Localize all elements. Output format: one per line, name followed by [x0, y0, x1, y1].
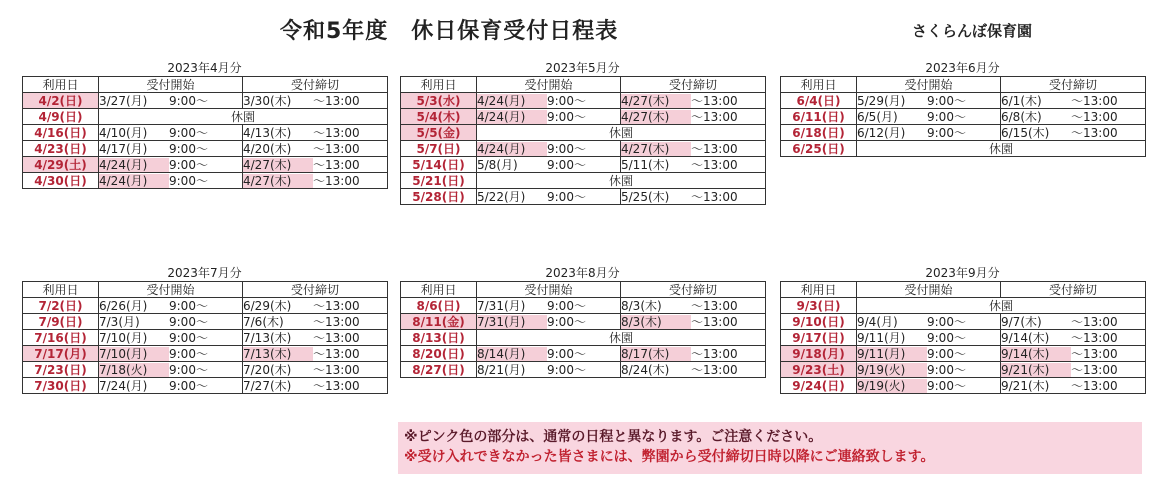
close-cell	[621, 189, 766, 205]
open-date: 7/24(月)	[99, 378, 148, 393]
block-caption: 2023年4月分	[167, 61, 242, 75]
open-date: 5/8(月)	[477, 157, 518, 172]
open-date: 8/21(月)	[477, 362, 526, 377]
open-time: 9:00〜	[547, 109, 586, 124]
use-date: 4/16(日)	[23, 125, 99, 141]
schedule-table	[22, 76, 388, 189]
close-cell	[1001, 314, 1146, 330]
close-cell	[1001, 346, 1146, 362]
close-time: 〜13:00	[1071, 346, 1118, 361]
closed-label: 休園	[857, 298, 1146, 314]
close-date: 4/27(木)	[621, 94, 691, 108]
schedule-table	[780, 281, 1146, 394]
close-cell	[243, 173, 388, 189]
open-cell	[477, 346, 621, 362]
close-cell	[1001, 125, 1146, 141]
close-date: 4/27(木)	[243, 158, 313, 172]
table-row	[401, 125, 766, 141]
open-cell	[857, 330, 1001, 346]
table-row	[23, 346, 388, 362]
close-cell	[243, 93, 388, 109]
open-date: 6/26(月)	[99, 298, 148, 313]
open-cell	[857, 314, 1001, 330]
open-date: 7/18(火)	[99, 363, 169, 377]
open-time: 9:00〜	[547, 141, 586, 156]
page-title: 令和5年度 休日保育受付日程表	[280, 19, 619, 44]
table-row	[23, 362, 388, 378]
close-cell	[243, 330, 388, 346]
open-cell	[477, 362, 621, 378]
close-time: 〜13:00	[691, 346, 738, 361]
close-time: 〜13:00	[1071, 378, 1118, 393]
open-time: 9:00〜	[927, 330, 966, 345]
table-row	[401, 314, 766, 330]
open-date: 9/19(火)	[857, 363, 927, 377]
close-date: 5/25(木)	[621, 189, 670, 204]
use-date: 6/4(日)	[781, 93, 857, 109]
use-date: 5/3(水)	[401, 93, 477, 109]
use-date: 7/23(日)	[23, 362, 99, 378]
open-cell	[477, 109, 621, 125]
close-date: 4/27(木)	[621, 142, 691, 156]
schedule-table	[22, 281, 388, 394]
open-cell	[99, 298, 243, 314]
header-close: 受付締切	[1001, 77, 1146, 93]
table-row	[23, 330, 388, 346]
close-cell	[243, 314, 388, 330]
table-row	[781, 362, 1146, 378]
table-row	[23, 109, 388, 125]
close-date: 9/7(木)	[1001, 314, 1042, 329]
schedule-table	[400, 281, 766, 378]
open-cell	[99, 93, 243, 109]
use-date: 8/27(日)	[401, 362, 477, 378]
table-row	[23, 157, 388, 173]
open-cell	[477, 189, 621, 205]
header-date: 利用日	[781, 282, 857, 298]
open-time: 9:00〜	[927, 314, 966, 329]
use-date: 7/30(日)	[23, 378, 99, 394]
open-time: 9:00〜	[169, 298, 208, 313]
header-date: 利用日	[23, 282, 99, 298]
open-date: 4/24(月)	[477, 94, 547, 108]
use-date: 8/13(日)	[401, 330, 477, 346]
use-date: 5/21(日)	[401, 173, 477, 189]
schedule-block-july	[22, 265, 387, 394]
close-cell	[243, 157, 388, 173]
close-date: 3/30(木)	[243, 93, 292, 108]
use-date: 5/14(日)	[401, 157, 477, 173]
open-time: 9:00〜	[169, 125, 208, 140]
open-time: 9:00〜	[927, 362, 966, 377]
header-date: 利用日	[401, 77, 477, 93]
close-date: 7/13(木)	[243, 347, 313, 361]
table-row	[23, 378, 388, 394]
header-open: 受付開始	[477, 77, 621, 93]
open-cell	[99, 157, 243, 173]
close-time: 〜13:00	[313, 330, 360, 345]
header-open: 受付開始	[857, 282, 1001, 298]
close-cell	[243, 298, 388, 314]
open-time: 9:00〜	[169, 346, 208, 361]
use-date: 9/17(日)	[781, 330, 857, 346]
close-cell	[243, 346, 388, 362]
open-time: 9:00〜	[169, 378, 208, 393]
note-contact: ※受け入れできなかった皆さまには、弊園から受付締切日時以降にご連絡致します。	[404, 449, 935, 465]
close-cell	[621, 362, 766, 378]
close-time: 〜13:00	[691, 189, 738, 204]
table-row	[401, 141, 766, 157]
close-date: 9/21(木)	[1001, 378, 1050, 393]
open-cell	[857, 93, 1001, 109]
schedule-block-september	[780, 265, 1145, 394]
use-date: 6/11(日)	[781, 109, 857, 125]
close-time: 〜13:00	[691, 362, 738, 377]
close-cell	[243, 362, 388, 378]
close-cell	[621, 298, 766, 314]
close-time: 〜13:00	[691, 157, 738, 172]
use-date: 4/23(日)	[23, 141, 99, 157]
close-cell	[621, 93, 766, 109]
open-cell	[99, 141, 243, 157]
closed-label: 休園	[477, 125, 766, 141]
open-cell	[857, 109, 1001, 125]
close-time: 〜13:00	[691, 93, 738, 108]
table-row	[401, 173, 766, 189]
table-row	[23, 314, 388, 330]
close-cell	[621, 109, 766, 125]
open-time: 9:00〜	[169, 314, 208, 329]
open-date: 7/31(月)	[477, 315, 547, 329]
open-date: 4/24(月)	[477, 142, 547, 156]
use-date: 8/11(金)	[401, 314, 477, 330]
open-time: 9:00〜	[927, 109, 966, 124]
use-date: 5/7(日)	[401, 141, 477, 157]
open-time: 9:00〜	[547, 93, 586, 108]
open-date: 4/17(月)	[99, 141, 148, 156]
open-date: 4/24(月)	[99, 158, 169, 172]
open-time: 9:00〜	[547, 362, 586, 377]
header-date: 利用日	[781, 77, 857, 93]
header-close: 受付締切	[621, 77, 766, 93]
block-caption: 2023年5月分	[545, 61, 620, 75]
open-date: 9/11(月)	[857, 330, 906, 345]
close-time: 〜13:00	[691, 298, 738, 313]
header-close: 受付締切	[621, 282, 766, 298]
use-date: 9/24(日)	[781, 378, 857, 394]
block-caption: 2023年7月分	[167, 266, 242, 280]
open-cell	[99, 346, 243, 362]
close-date: 6/8(木)	[1001, 109, 1042, 124]
open-cell	[857, 362, 1001, 378]
open-cell	[857, 125, 1001, 141]
notes-box	[398, 422, 1142, 474]
schedule-block-may	[400, 60, 765, 205]
header-open: 受付開始	[477, 282, 621, 298]
block-caption: 2023年6月分	[925, 61, 1000, 75]
closed-label: 休園	[857, 141, 1146, 157]
close-date: 7/13(木)	[243, 330, 292, 345]
table-row	[781, 378, 1146, 394]
note-pink-meaning: ※ピンク色の部分は、通常の日程と異なります。ご注意ください。	[404, 429, 823, 445]
header-close: 受付締切	[243, 77, 388, 93]
close-date: 7/20(木)	[243, 362, 292, 377]
table-row	[23, 141, 388, 157]
open-date: 9/19(火)	[857, 379, 927, 393]
use-date: 8/20(日)	[401, 346, 477, 362]
close-cell	[621, 314, 766, 330]
open-date: 3/27(月)	[99, 93, 148, 108]
open-cell	[477, 298, 621, 314]
table-row	[23, 173, 388, 189]
use-date: 4/29(土)	[23, 157, 99, 173]
table-row	[781, 330, 1146, 346]
header-close: 受付締切	[1001, 282, 1146, 298]
open-cell	[477, 93, 621, 109]
nursery-name: さくらんぼ保育園	[912, 22, 1033, 40]
close-time: 〜13:00	[313, 346, 360, 361]
open-date: 7/31(月)	[477, 298, 526, 313]
open-cell	[99, 378, 243, 394]
close-date: 7/27(木)	[243, 378, 292, 393]
close-time: 〜13:00	[313, 298, 360, 313]
close-date: 8/17(木)	[621, 347, 691, 361]
close-time: 〜13:00	[691, 109, 738, 124]
close-cell	[621, 346, 766, 362]
open-cell	[99, 314, 243, 330]
close-time: 〜13:00	[313, 173, 360, 188]
open-cell	[99, 125, 243, 141]
close-date: 4/13(木)	[243, 125, 292, 140]
close-time: 〜13:00	[1071, 125, 1118, 140]
close-time: 〜13:00	[313, 314, 360, 329]
header-row	[781, 77, 1146, 93]
closed-label: 休園	[99, 109, 388, 125]
open-cell	[477, 314, 621, 330]
close-cell	[1001, 93, 1146, 109]
use-date: 7/17(月)	[23, 346, 99, 362]
use-date: 5/28(日)	[401, 189, 477, 205]
use-date: 4/2(日)	[23, 93, 99, 109]
header-row	[23, 282, 388, 298]
close-cell	[621, 157, 766, 173]
schedule-table	[400, 76, 766, 205]
open-cell	[477, 157, 621, 173]
table-row	[401, 109, 766, 125]
open-time: 9:00〜	[927, 346, 966, 361]
table-row	[401, 298, 766, 314]
close-time: 〜13:00	[313, 157, 360, 172]
open-time: 9:00〜	[169, 141, 208, 156]
close-time: 〜13:00	[1071, 362, 1118, 377]
close-date: 7/6(木)	[243, 314, 284, 329]
closed-label: 休園	[477, 330, 766, 346]
close-time: 〜13:00	[313, 125, 360, 140]
table-row	[23, 125, 388, 141]
open-cell	[477, 141, 621, 157]
table-row	[781, 298, 1146, 314]
open-time: 9:00〜	[547, 157, 586, 172]
table-row	[401, 330, 766, 346]
close-date: 4/27(木)	[243, 174, 313, 188]
close-time: 〜13:00	[313, 141, 360, 156]
schedule-block-august	[400, 265, 765, 378]
schedule-block-june	[780, 60, 1145, 157]
close-date: 5/11(木)	[621, 157, 670, 172]
open-cell	[99, 330, 243, 346]
close-date: 8/24(木)	[621, 362, 670, 377]
use-date: 6/18(日)	[781, 125, 857, 141]
open-time: 9:00〜	[547, 314, 586, 329]
close-date: 6/29(木)	[243, 298, 292, 313]
close-cell	[1001, 330, 1146, 346]
block-caption: 2023年9月分	[925, 266, 1000, 280]
header-row	[401, 77, 766, 93]
close-time: 〜13:00	[1071, 330, 1118, 345]
use-date: 6/25(日)	[781, 141, 857, 157]
open-time: 9:00〜	[169, 362, 208, 377]
close-date: 9/14(木)	[1001, 330, 1050, 345]
open-date: 4/24(月)	[99, 174, 169, 188]
open-date: 9/11(月)	[857, 347, 927, 361]
close-cell	[1001, 109, 1146, 125]
header-open: 受付開始	[99, 77, 243, 93]
table-row	[401, 189, 766, 205]
use-date: 4/9(日)	[23, 109, 99, 125]
header-date: 利用日	[23, 77, 99, 93]
close-cell	[1001, 378, 1146, 394]
close-time: 〜13:00	[691, 141, 738, 156]
open-date: 9/4(月)	[857, 314, 898, 329]
table-row	[23, 298, 388, 314]
open-date: 5/29(月)	[857, 93, 906, 108]
header-row	[401, 282, 766, 298]
close-date: 8/3(木)	[621, 298, 662, 313]
open-time: 9:00〜	[547, 298, 586, 313]
use-date: 9/3(日)	[781, 298, 857, 314]
open-date: 7/10(月)	[99, 347, 169, 361]
use-date: 7/9(日)	[23, 314, 99, 330]
open-date: 5/22(月)	[477, 189, 526, 204]
table-row	[401, 346, 766, 362]
close-cell	[621, 141, 766, 157]
table-row	[781, 125, 1146, 141]
use-date: 9/18(月)	[781, 346, 857, 362]
header-open: 受付開始	[99, 282, 243, 298]
close-date: 6/1(木)	[1001, 93, 1042, 108]
open-cell	[857, 346, 1001, 362]
open-time: 9:00〜	[927, 378, 966, 393]
open-date: 6/12(月)	[857, 125, 906, 140]
header-date: 利用日	[401, 282, 477, 298]
close-time: 〜13:00	[313, 362, 360, 377]
closed-label: 休園	[477, 173, 766, 189]
close-date: 4/27(木)	[621, 110, 691, 124]
close-time: 〜13:00	[313, 378, 360, 393]
open-cell	[99, 362, 243, 378]
open-date: 7/3(月)	[99, 314, 140, 329]
open-time: 9:00〜	[927, 125, 966, 140]
table-row	[781, 141, 1146, 157]
open-date: 8/14(月)	[477, 347, 547, 361]
use-date: 5/5(金)	[401, 125, 477, 141]
open-time: 9:00〜	[169, 157, 208, 172]
close-cell	[1001, 362, 1146, 378]
block-caption: 2023年8月分	[545, 266, 620, 280]
table-row	[401, 93, 766, 109]
close-date: 6/15(木)	[1001, 125, 1050, 140]
header-close: 受付締切	[243, 282, 388, 298]
table-row	[781, 346, 1146, 362]
close-date: 8/3(木)	[621, 315, 691, 329]
schedule-table	[780, 76, 1146, 157]
header-row	[23, 77, 388, 93]
table-row	[401, 157, 766, 173]
close-time: 〜13:00	[313, 93, 360, 108]
open-date: 4/24(月)	[477, 110, 547, 124]
close-date: 4/20(木)	[243, 141, 292, 156]
header-open: 受付開始	[857, 77, 1001, 93]
close-time: 〜13:00	[1071, 314, 1118, 329]
table-row	[781, 109, 1146, 125]
open-time: 9:00〜	[169, 173, 208, 188]
table-row	[23, 93, 388, 109]
open-cell	[857, 378, 1001, 394]
open-time: 9:00〜	[547, 346, 586, 361]
use-date: 5/4(木)	[401, 109, 477, 125]
table-row	[781, 93, 1146, 109]
table-row	[781, 314, 1146, 330]
close-date: 9/14(木)	[1001, 347, 1071, 361]
header-row	[781, 282, 1146, 298]
use-date: 9/10(日)	[781, 314, 857, 330]
use-date: 8/6(日)	[401, 298, 477, 314]
close-cell	[243, 141, 388, 157]
table-row	[401, 362, 766, 378]
use-date: 7/2(日)	[23, 298, 99, 314]
open-time: 9:00〜	[169, 93, 208, 108]
close-cell	[243, 378, 388, 394]
use-date: 9/23(土)	[781, 362, 857, 378]
close-time: 〜13:00	[1071, 109, 1118, 124]
close-time: 〜13:00	[691, 314, 738, 329]
open-cell	[99, 173, 243, 189]
close-time: 〜13:00	[1071, 93, 1118, 108]
schedule-block-april	[22, 60, 387, 189]
open-time: 9:00〜	[547, 189, 586, 204]
use-date: 4/30(日)	[23, 173, 99, 189]
use-date: 7/16(日)	[23, 330, 99, 346]
open-time: 9:00〜	[169, 330, 208, 345]
open-time: 9:00〜	[927, 93, 966, 108]
open-date: 6/5(月)	[857, 109, 898, 124]
open-date: 7/10(月)	[99, 330, 148, 345]
close-date: 9/21(木)	[1001, 363, 1071, 377]
open-date: 4/10(月)	[99, 125, 148, 140]
close-cell	[243, 125, 388, 141]
